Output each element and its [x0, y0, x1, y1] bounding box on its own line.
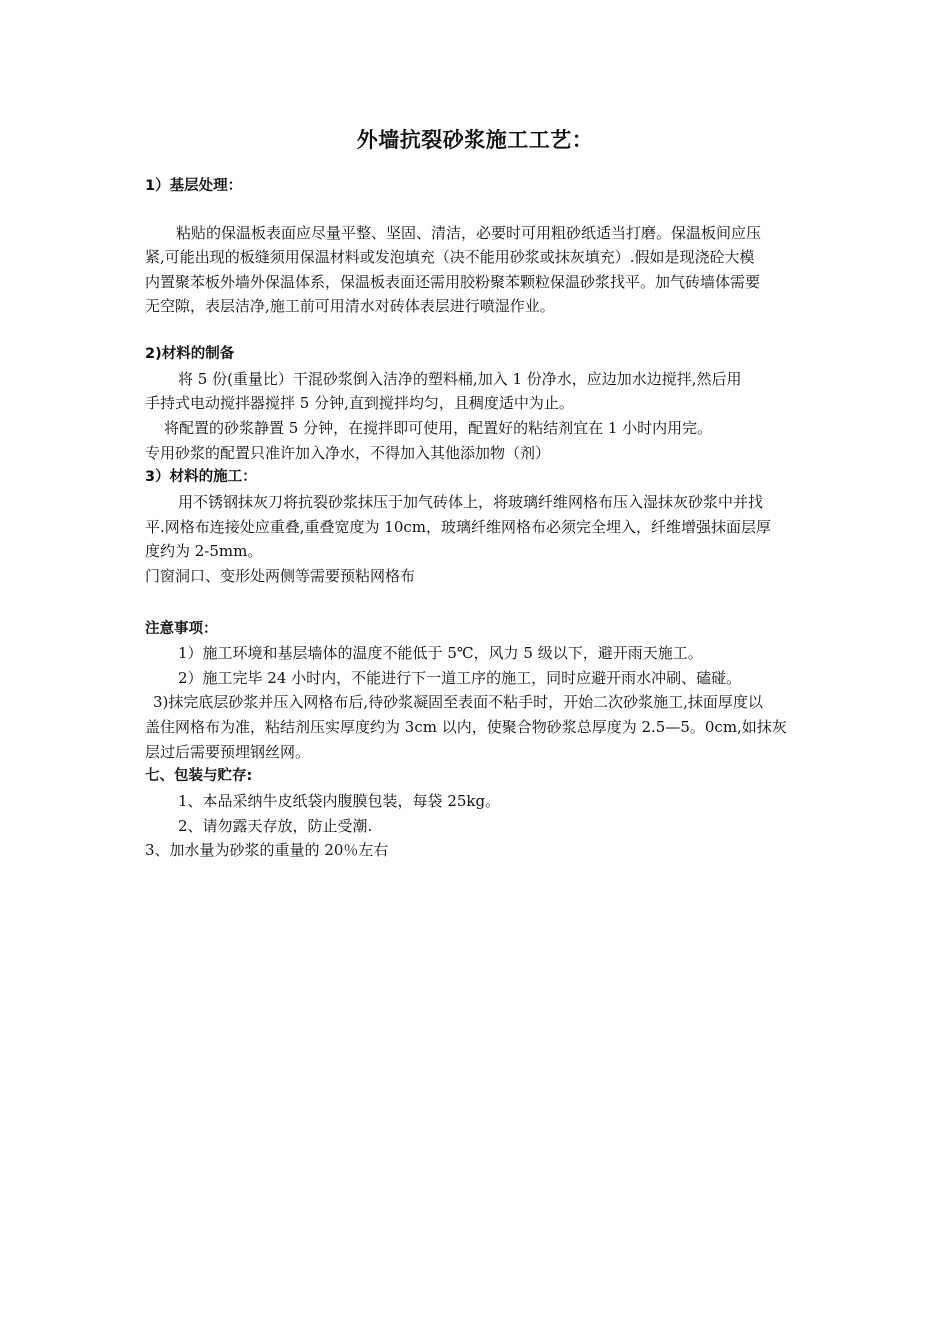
paragraph-line: 将配置的砂浆静置 5 分钟，在搅拌即可使用，配置好的粘结剂宜在 1 小时内用完。	[164, 419, 713, 437]
paragraph-line: 专用砂浆的配置只准许加入净水，不得加入其他添加物（剂）	[145, 444, 551, 462]
packaging-item: 3、加水量为砂浆的重量的 20％左右	[145, 841, 389, 859]
paragraph-line: 手持式电动搅拌器搅拌 5 分钟,直到搅拌均匀，且稠度适中为止。	[145, 394, 574, 412]
paragraph-line: 将 5 份(重量比）干混砂浆倒入洁净的塑料桶,加入 1 份净水，应边加水边搅拌,然后用	[178, 370, 742, 388]
document-title: 外墙抗裂砂浆施工工艺：	[356, 127, 594, 152]
paragraph-line: 盖住网格布为准，粘结剂压实厚度约为 3cm 以内，使聚合物砂浆总厚度为 2.5—5。0cm,如抹灰	[145, 718, 787, 736]
packaging-item: 1、本品采纳牛皮纸袋内腹膜包装，每袋 25kg。	[178, 792, 501, 810]
paragraph-line: 度约为 2-5mm。	[145, 542, 263, 560]
paragraph-line: 平.网格布连接处应重叠,重叠宽度为 10cm，玻璃纤维网格布必须完全埋入，纤维增强抹面层厚	[145, 518, 772, 536]
paragraph-line: 层过后需要预埋钢丝网。	[145, 743, 311, 761]
section-heading-material-preparation: 2)材料的制备	[145, 346, 235, 362]
section-heading-packaging-storage: 七、包装与贮存:	[145, 768, 253, 784]
section-heading-material-application: 3）材料的施工：	[145, 469, 257, 485]
section-heading-base-treatment: 1）基层处理：	[145, 178, 243, 194]
paragraph-line: 内置聚苯板外墙外保温体系，保温板表面还需用胶粉聚苯颗粒保温砂浆找平。加气砖墙体需要	[145, 273, 761, 291]
paragraph-line: 紧,可能出现的板缝须用保温材料或发泡填充（决不能用砂浆或抹灰填充）.假如是现浇砼大模	[145, 248, 755, 266]
section-heading-notes: 注意事项：	[145, 621, 218, 637]
note-item: 2）施工完毕 24 小时内，不能进行下一道工序的施工，同时应避开雨水冲刷、磕碰。	[178, 669, 742, 687]
paragraph-line: 无空隙，表层洁净,施工前可用清水对砖体表层进行喷湿作业。	[145, 297, 555, 315]
paragraph-line: 门窗洞口、变形处两侧等需要预粘网格布	[145, 567, 416, 585]
paragraph-line: 粘贴的保温板表面应尽量平整、坚固、清洁，必要时可用粗砂纸适当打磨。保温板间应压	[176, 224, 762, 242]
packaging-item: 2、请勿露天存放，防止受潮.	[178, 817, 373, 835]
note-item: 1）施工环境和基层墙体的温度不能低于 5℃，风力 5 级以下，避开雨天施工。	[178, 644, 703, 662]
note-item: 3)抹完底层砂浆并压入网格布后,待砂浆凝固至表面不粘手时，开始二次砂浆施工,抹面厚度以	[153, 693, 763, 711]
paragraph-line: 用不锈钢抹灰刀将抗裂砂浆抹压于加气砖体上，将玻璃纤维网格布压入湿抹灰砂浆中并找	[178, 493, 764, 511]
